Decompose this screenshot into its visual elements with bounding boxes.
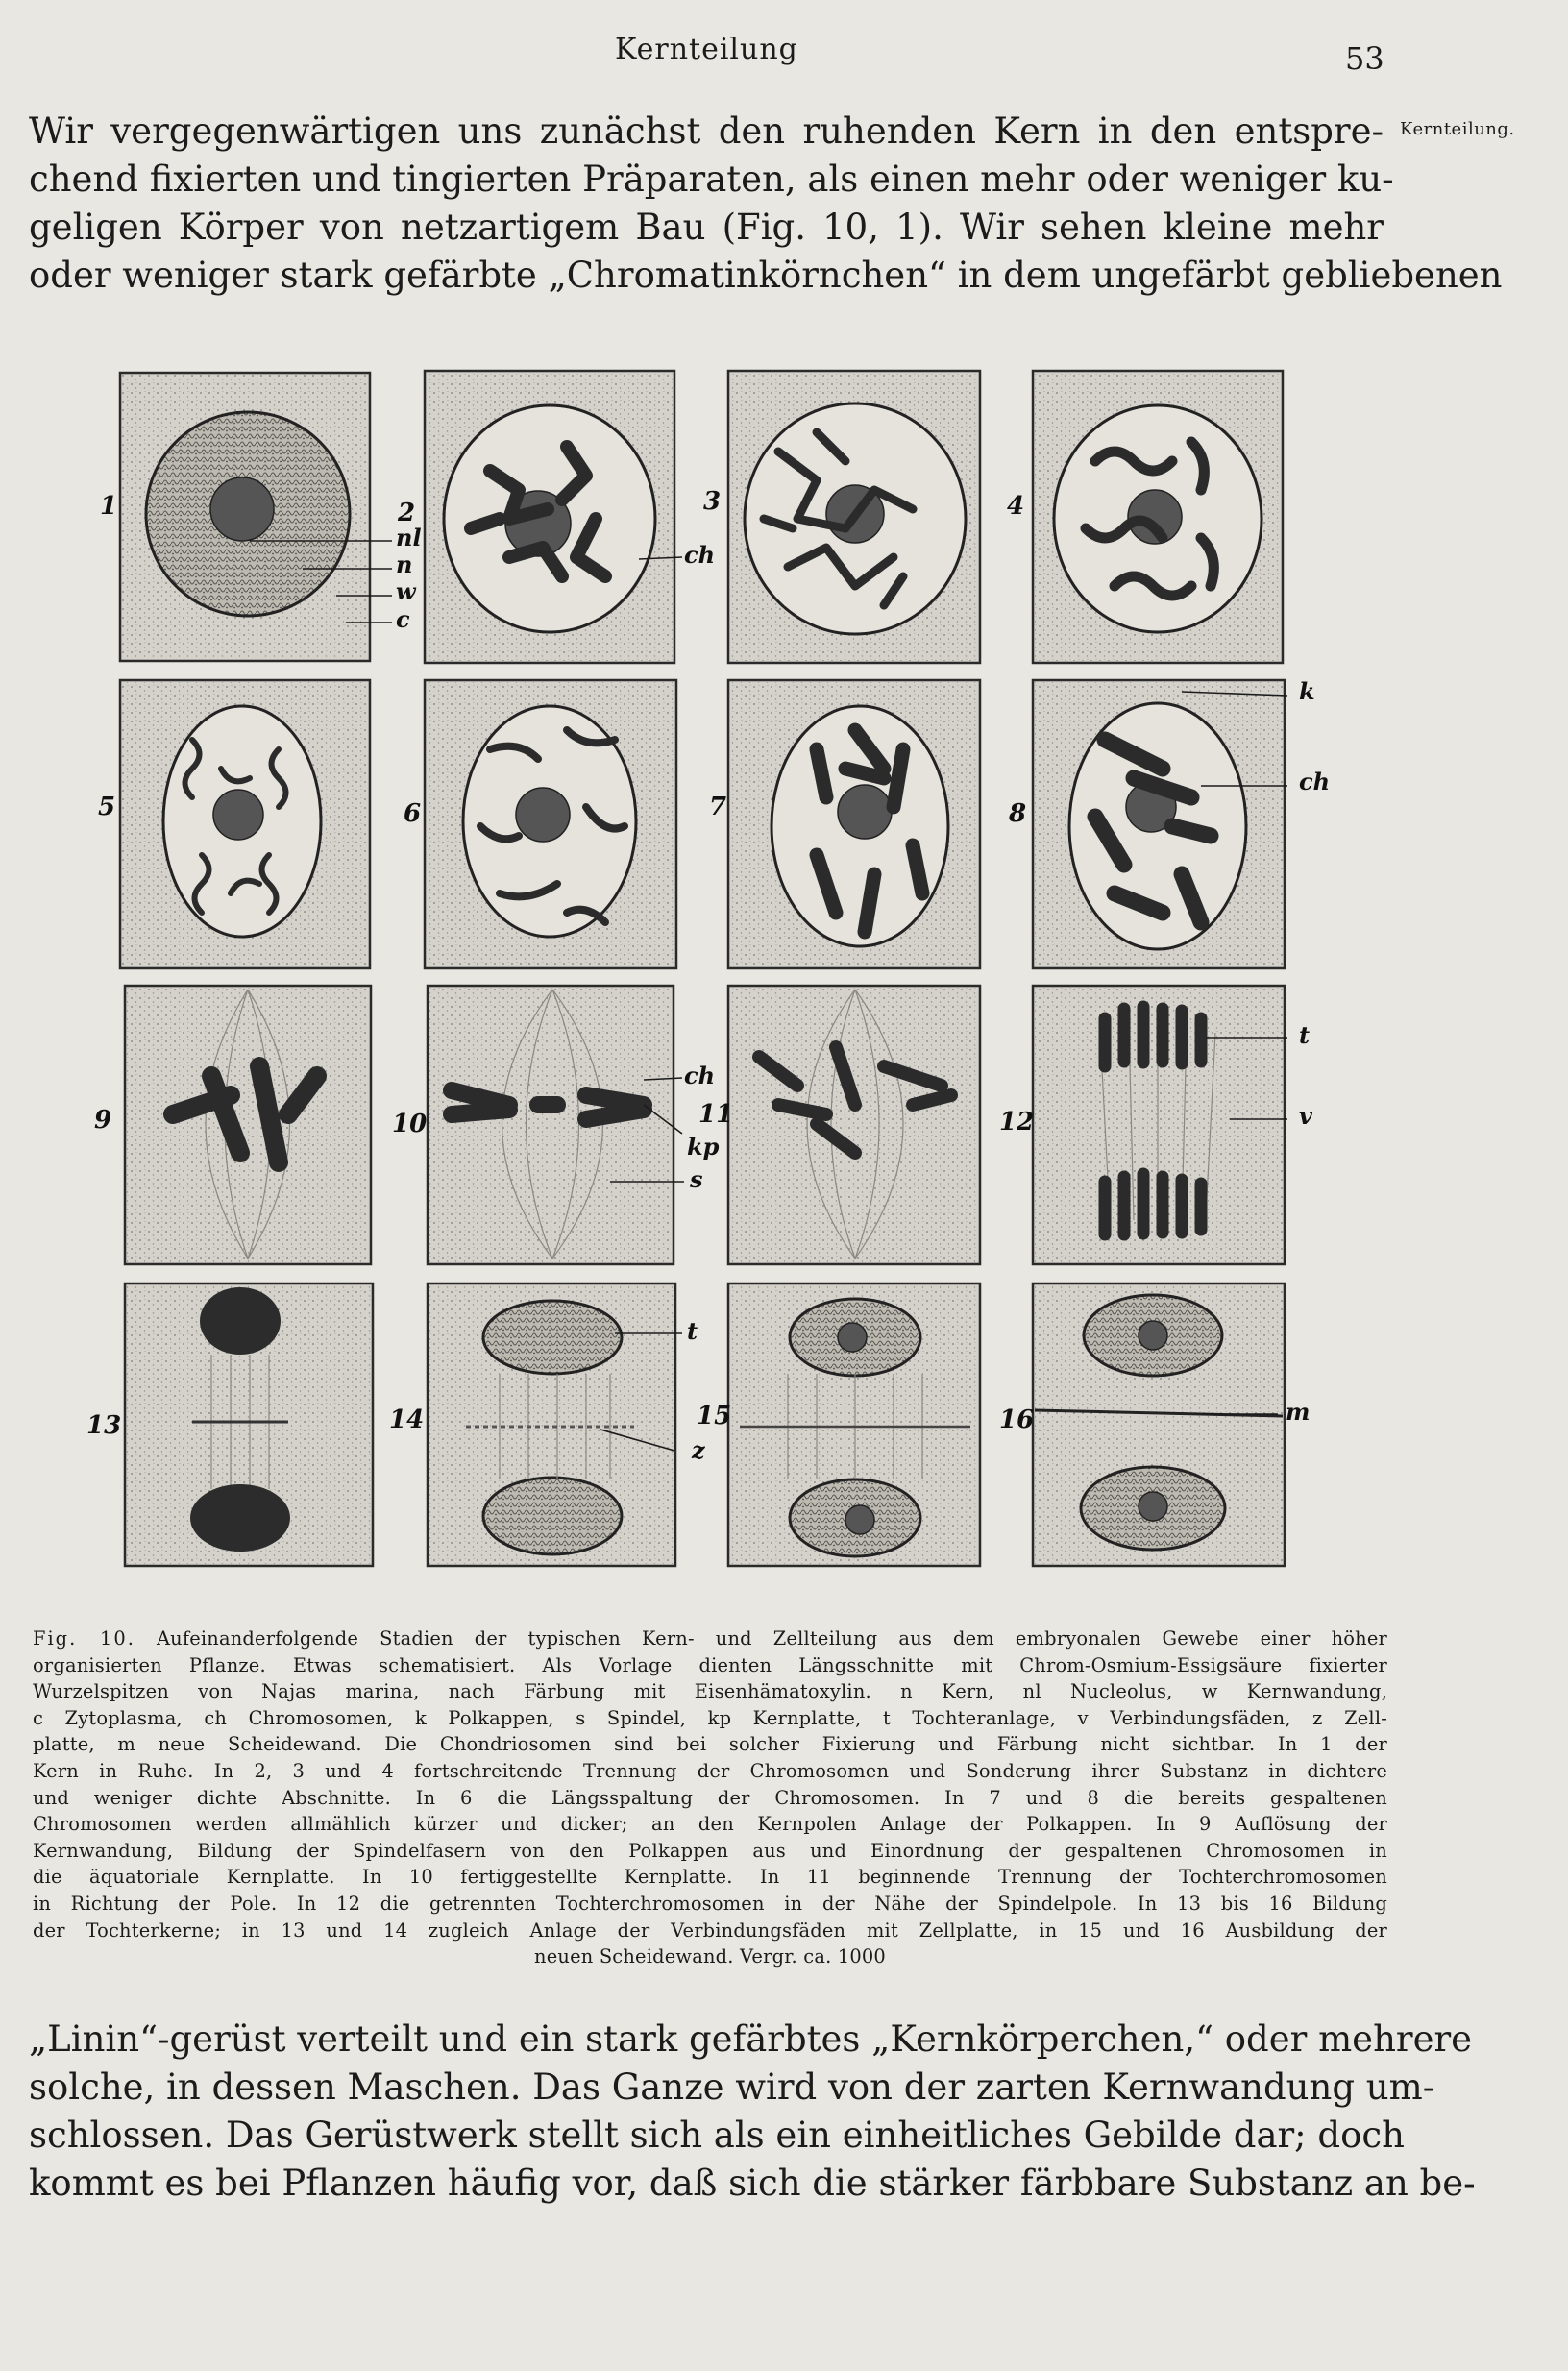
body-text-bottom — [29, 2016, 1476, 2208]
stage-number: 8 — [1009, 799, 1027, 828]
panel-stage-14 — [428, 1283, 675, 1566]
text-line: geligen Körper von netzartigem Bau (Fig. 10, 1). Wir sehen kleine mehr — [29, 207, 1384, 248]
stage-number: 13 — [86, 1411, 122, 1440]
stage-number: 2 — [398, 499, 416, 527]
stage-number: 15 — [697, 1402, 732, 1430]
label-daughter-anlage: t — [1299, 1021, 1311, 1049]
caption-line: die äquatoriale Kernplatte. In 10 fertiggestellte Kernplatte. In 11 beginnende Trennung der Tochterchromosomen — [33, 1866, 1387, 1889]
label-chromosomes: ch — [1299, 768, 1331, 795]
label-chromosomes: ch — [684, 541, 716, 569]
caption-line: in Richtung der Pole. In 12 die getrennten Tochterchromosomen in der Nähe der Spindelpole. In 13 bis 16 Bildung — [33, 1892, 1387, 1915]
stage-number: 11 — [698, 1100, 734, 1129]
caption-line: Kern in Ruhe. In 2, 3 und 4 fortschreitende Trennung der Chromosomen und Sonderung ihrer Substanz in dichtere — [33, 1759, 1387, 1782]
panel-stage-2 — [425, 371, 674, 663]
text-line: schlossen. Das Gerüstwerk stellt sich als ein einheitliches Gebilde dar; doch — [29, 2114, 1405, 2156]
panel-stage-16 — [1033, 1283, 1285, 1566]
panel-stage-11 — [728, 986, 980, 1264]
stage-number: 14 — [389, 1405, 425, 1434]
running-head — [0, 33, 1568, 77]
panel-stage-13 — [125, 1283, 373, 1566]
panel-stage-10 — [428, 986, 674, 1264]
stage-number: 4 — [1007, 492, 1025, 521]
caption-line: Wurzelspitzen von Najas marina, nach Färbung mit Eisenhämatoxylin. n Kern, nl Nucleolus, w Kernwandung, — [33, 1680, 1387, 1703]
label-cytoplasm: c — [396, 605, 410, 633]
stage-number: 12 — [999, 1108, 1035, 1137]
page-number: 53 — [1345, 40, 1384, 77]
panel-stage-12 — [1033, 986, 1285, 1264]
text-line: „Linin“-gerüst verteilt und ein stark gefärbtes „Kernkörperchen,“ oder mehrere — [29, 2018, 1473, 2060]
caption-line: der Tochterkerne; in 13 und 14 zugleich Anlage der Verbindungsfäden mit Zellplatte, in 15 und 16 Ausbildung der — [33, 1919, 1387, 1942]
stage-number: 3 — [703, 487, 722, 516]
text-line: Wir vergegenwärtigen uns zunächst den ruhenden Kern in den entspre- — [29, 110, 1384, 152]
stage-number: 16 — [999, 1405, 1035, 1434]
label-nuclear-plate: kp — [687, 1133, 720, 1161]
caption-line: neuen Scheidewand. Vergr. ca. 1000 — [534, 1945, 886, 1968]
caption-line: Chromosomen werden allmählich kürzer und dicker; an den Kernpolen Anlage der Polkappen. In 9 Auflösung der — [33, 1813, 1387, 1836]
caption-text: Aufeinanderfolgende Stadien der typischen Kern- und Zellteilung aus dem embryonalen Gewebe einer höher — [156, 1627, 1388, 1650]
caption-line — [33, 1625, 1387, 1652]
caption-label: Fig. 10. — [33, 1627, 135, 1650]
paragraph — [29, 2016, 1476, 2208]
panel-stage-5 — [120, 680, 370, 968]
panel-stage-15 — [728, 1283, 980, 1566]
label-nucleus: n — [396, 550, 413, 578]
running-title: Kernteilung — [615, 33, 798, 66]
stage-number: 5 — [98, 793, 116, 821]
panel-stage-4 — [1033, 371, 1283, 663]
label-new-wall: m — [1286, 1398, 1311, 1426]
label-chromosomes: ch — [684, 1062, 716, 1089]
stage-number: 9 — [94, 1106, 112, 1135]
label-polar-caps: k — [1299, 677, 1315, 705]
caption-line: c Zytoplasma, ch Chromosomen, k Polkappen, s Spindel, kp Kernplatte, t Tochteranlage, v Verbindungsfäden, z Zell- — [33, 1706, 1387, 1729]
panel-stage-7 — [728, 680, 980, 968]
label-connecting-fibers: v — [1299, 1102, 1312, 1130]
caption-line: und weniger dichte Abschnitte. In 6 die Längsspaltung der Chromosomen. In 7 und 8 die bereits gespaltenen — [33, 1786, 1387, 1809]
caption-line: platte, m neue Scheidewand. Die Chondriosomen sind bei solcher Fixierung und Färbung nicht sichtbar. In 1 der — [33, 1733, 1387, 1756]
panel-stage-8 — [1033, 680, 1285, 968]
stage-number: 10 — [392, 1110, 428, 1138]
text-line: solche, in dessen Maschen. Das Ganze wird von der zarten Kernwandung um- — [29, 2066, 1435, 2108]
margin-note: Kernteilung. — [1400, 119, 1515, 139]
label-spindle: s — [690, 1165, 703, 1193]
caption-line: Kernwandung, Bildung der Spindelfasern von den Polkappen aus und Einordnung der gespaltenen Chromosomen in — [33, 1839, 1387, 1862]
panel-stage-3 — [728, 371, 980, 663]
figure-10-mitosis-stages — [86, 355, 1393, 1585]
stage-number: 7 — [709, 793, 727, 821]
label-daughter-anlage: t — [687, 1317, 698, 1345]
label-cell-plate: z — [692, 1436, 705, 1464]
panel-stage-9 — [125, 986, 371, 1264]
figure-illustration — [86, 355, 1393, 1585]
figure-caption — [33, 1625, 1387, 1970]
stage-number: 1 — [100, 492, 118, 521]
panel-stage-1 — [120, 373, 370, 661]
stage-number: 6 — [404, 799, 422, 828]
caption-line: organisierten Pflanze. Etwas schematisiert. Als Vorlage dienten Längsschnitte mit Chrom-Osmium-Essigsäure fixierter — [33, 1653, 1387, 1676]
text-line: chend fixierten und tingierten Präparaten, als einen mehr oder weniger ku- — [29, 159, 1394, 200]
label-nuclear-wall: w — [396, 577, 416, 605]
panel-stage-6 — [425, 680, 676, 968]
text-line: oder weniger stark gefärbte „Chromatinkörnchen“ in dem ungefärbt gebliebenen — [29, 255, 1503, 296]
text-line: kommt es bei Pflanzen häufig vor, daß sich die stärker färbbare Substanz an be- — [29, 2163, 1476, 2204]
label-nucleolus: nl — [396, 524, 422, 551]
